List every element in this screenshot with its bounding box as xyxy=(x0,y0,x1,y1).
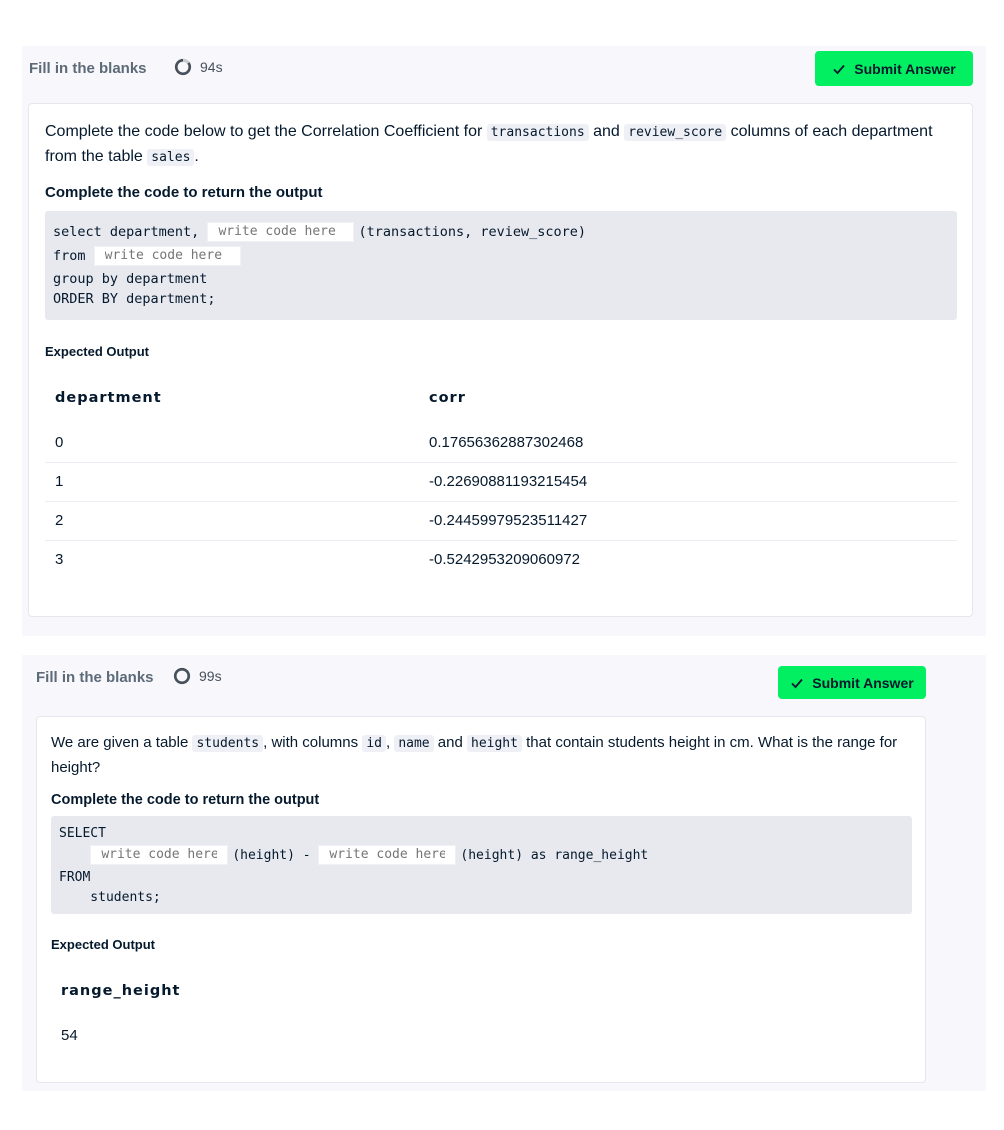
inline-code: height xyxy=(467,735,522,752)
table-cell: 2 xyxy=(45,501,419,540)
code-blank-1[interactable] xyxy=(90,845,228,865)
timer-ring-icon xyxy=(173,667,191,685)
table-cell: 3 xyxy=(55,551,64,569)
table-header-row xyxy=(45,373,957,423)
table-cell: 0 xyxy=(45,423,419,462)
table-header-row xyxy=(51,966,912,1016)
submit-answer-label: Submit Answer xyxy=(854,60,956,77)
expected-output-title: Expected Output xyxy=(45,344,150,359)
code-line: students; xyxy=(59,889,161,905)
timer-value: 94s xyxy=(200,59,223,75)
table-row xyxy=(45,462,957,501)
expected-output-title: Expected Output xyxy=(51,937,156,952)
table-row xyxy=(45,423,957,462)
timer-ring-icon xyxy=(174,58,192,76)
exercise-type-label: Fill in the blanks xyxy=(29,60,147,77)
exercise-card xyxy=(28,103,973,617)
inline-code: review_score xyxy=(624,124,726,141)
timer xyxy=(173,667,222,685)
table-cell: -0.22690881193215454 xyxy=(419,462,957,501)
exercise-type-label: Fill in the blanks xyxy=(36,669,154,686)
expected-output-table xyxy=(51,966,912,1055)
submit-answer-button[interactable] xyxy=(778,666,926,699)
table-cell: 1 xyxy=(45,462,419,501)
inline-code: name xyxy=(394,735,433,752)
code-editor: SELECT write code here (height) - write code here (height) as range_height FROM students; xyxy=(51,816,912,914)
code-section-title: Complete the code to return the output xyxy=(51,792,320,808)
code-editor: select department, write code here (transactions, review_score) from write code here group by department ORDER BY department; xyxy=(45,211,957,320)
code-blank-2[interactable] xyxy=(318,845,456,865)
column-header: range_height xyxy=(61,983,181,999)
code-line: FROM xyxy=(59,869,91,885)
exercise-2 xyxy=(22,655,986,1091)
inline-code: id xyxy=(362,735,386,752)
timer xyxy=(174,58,223,76)
code-line: SELECT xyxy=(59,825,106,841)
table-cell: 54 xyxy=(61,1027,78,1044)
table-row xyxy=(51,1016,912,1055)
table-cell: -0.24459979523511427 xyxy=(419,501,957,540)
code-blank-1[interactable] xyxy=(207,222,354,242)
column-header: department xyxy=(55,390,162,406)
table-row xyxy=(45,540,957,579)
exercise-card xyxy=(36,716,926,1083)
code-section-title: Complete the code to return the output xyxy=(45,184,323,201)
inline-code: sales xyxy=(147,149,194,166)
expected-output-table xyxy=(45,373,957,579)
inline-code: students xyxy=(192,735,263,752)
exercise-header xyxy=(22,46,986,90)
exercise-header xyxy=(22,655,986,699)
check-icon xyxy=(790,676,804,690)
code-line: ORDER BY department; xyxy=(53,291,216,307)
table-row xyxy=(45,501,957,540)
code-blank-2[interactable] xyxy=(94,246,241,266)
exercise-description: We are given a table students , with columns id , name and height that contain students height in cm. What is the range for height? xyxy=(51,734,898,776)
table-cell: 0.17656362887302468 xyxy=(419,423,957,462)
inline-code: transactions xyxy=(487,124,589,141)
timer-value: 99s xyxy=(199,668,222,684)
submit-answer-button[interactable] xyxy=(815,51,973,86)
check-icon xyxy=(832,62,846,76)
table-cell: -0.5242953209060972 xyxy=(429,551,580,569)
exercise-description: Complete the code below to get the Correlation Coefficient for transactions and review_score columns of each department from the table sales . xyxy=(45,123,933,165)
code-line: group by department xyxy=(53,271,208,287)
column-header: corr xyxy=(429,390,466,406)
submit-answer-label: Submit Answer xyxy=(812,674,914,691)
exercise-1 xyxy=(22,46,986,636)
